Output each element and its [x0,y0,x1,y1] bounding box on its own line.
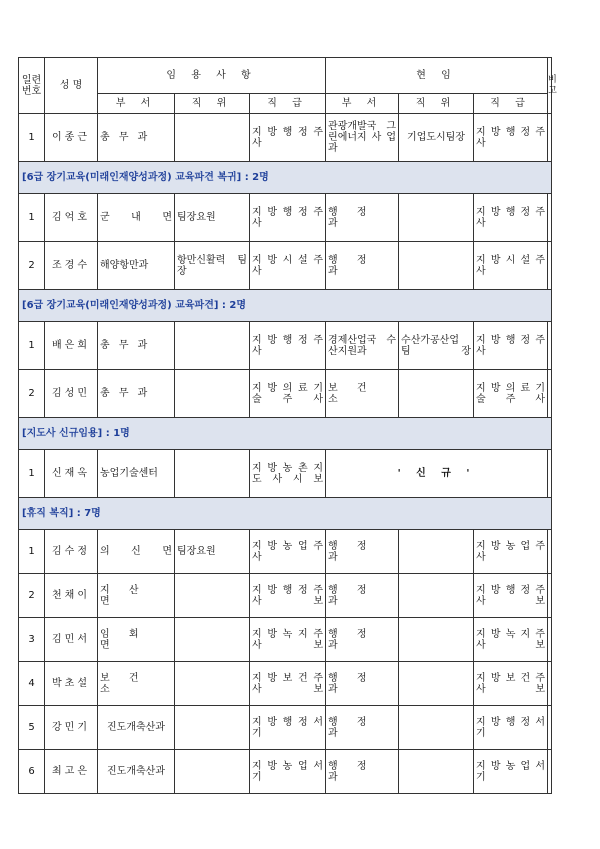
header-new-dept: 부 서 [98,94,175,114]
row-no: 3 [19,618,45,662]
row-cur-grade: 지 방 행 정 주 사 [474,194,548,242]
row-name: 최고은 [45,750,98,794]
row-cur-pos [399,662,474,706]
row-note [548,530,552,574]
appointment-table [18,57,557,794]
table-row [19,662,552,706]
row-dept: 임 회 면 [98,618,175,662]
row-pos [175,114,250,162]
row-no: 2 [19,574,45,618]
section-header [19,162,552,194]
row-no: 1 [19,530,45,574]
row-note [548,370,552,418]
row-pos: 항만신활력 팀 장 [175,242,250,290]
table-row [19,450,552,498]
row-grade: 지 방 시 설 주 사 [250,242,326,290]
row-cur-grade: 지 방 행 정 주 사 [474,322,548,370]
row-no: 1 [19,114,45,162]
table-row [19,370,552,418]
row-no: 4 [19,662,45,706]
table-row [19,750,552,794]
row-pos [175,450,250,498]
row-grade: 지 방 보 건 주 사 보 [250,662,326,706]
row-note [548,750,552,794]
table-row [19,194,552,242]
row-pos [175,662,250,706]
row-cur-dept: 경제산업국 수산지원과 [326,322,399,370]
header-current: 현 임 [326,58,548,94]
row-no: 1 [19,322,45,370]
header-name: 성 명 [45,58,98,114]
row-cur-pos [399,370,474,418]
header-new-pos: 직 위 [175,94,250,114]
header-no: 일련 번호 [19,58,45,114]
header-cur-dept: 부 서 [326,94,399,114]
row-note [548,662,552,706]
row-cur-pos [399,750,474,794]
table-row [19,618,552,662]
row-dept: 의 신 면 [98,530,175,574]
row-cur-dept: 행 정 과 [326,242,399,290]
row-grade: 지 방 농 촌 지 도 사 시 보 [250,450,326,498]
row-name: 김수정 [45,530,98,574]
row-cur-dept: 행 정 과 [326,194,399,242]
header-note: 비고 [548,58,552,114]
row-pos: 팀장요원 [175,194,250,242]
row-dept: 진도개축산과 [98,706,175,750]
row-cur-grade: 지 방 행 정 주 사 보 [474,574,548,618]
section-title: [지도사 신규임용] : 1명 [19,418,552,450]
row-no: 6 [19,750,45,794]
row-name: 신재옥 [45,450,98,498]
table-row [19,574,552,618]
row-cur-pos [399,194,474,242]
row-dept: 해양항만과 [98,242,175,290]
row-grade: 지 방 녹 지 주 사 보 [250,618,326,662]
row-no: 1 [19,450,45,498]
row-cur-dept: 행 정 과 [326,750,399,794]
row-grade: 지 방 행 정 주 사 [250,114,326,162]
section-header [19,290,552,322]
row-no: 1 [19,194,45,242]
row-cur-grade: 지 방 보 건 주 사 보 [474,662,548,706]
row-cur-grade: 지 방 행 정 서 기 [474,706,548,750]
row-name: 김민서 [45,618,98,662]
row-new-label: ' 신 규 ' [326,450,548,498]
row-dept: 진도개축산과 [98,750,175,794]
row-cur-dept: 행 정 과 [326,530,399,574]
row-grade: 지 방 농 업 서 기 [250,750,326,794]
row-name: 배은희 [45,322,98,370]
row-name: 이종근 [45,114,98,162]
row-dept: 총 무 과 [98,322,175,370]
row-grade: 지 방 행 정 서 기 [250,706,326,750]
row-name: 김성민 [45,370,98,418]
row-dept: 보 건 소 [98,662,175,706]
section-title: [6급 장기교육(미래인재양성과정) 교육파견 복귀] : 2명 [19,162,552,194]
header-new-grade: 직 급 [250,94,326,114]
table-row [19,114,552,162]
row-cur-dept: 보 건 소 [326,370,399,418]
row-cur-dept: 행 정 과 [326,618,399,662]
row-note [548,706,552,750]
row-name: 김억호 [45,194,98,242]
row-note [548,322,552,370]
row-cur-grade: 지 방 의 료 기 술 주 사 [474,370,548,418]
row-no: 2 [19,370,45,418]
row-no: 5 [19,706,45,750]
row-note [548,574,552,618]
row-note [548,114,552,162]
row-name: 조경수 [45,242,98,290]
row-dept: 농업기술센터 [98,450,175,498]
row-grade: 지 방 행 정 주 사 [250,194,326,242]
table-row [19,530,552,574]
row-dept: 지 산 면 [98,574,175,618]
row-note [548,450,552,498]
row-cur-pos [399,242,474,290]
header-new-appointment: 임 용 사 항 [98,58,326,94]
row-cur-pos: 기업도시팀장 [399,114,474,162]
row-pos [175,574,250,618]
row-cur-pos [399,618,474,662]
row-pos [175,618,250,662]
row-cur-grade: 지 방 시 설 주 사 [474,242,548,290]
row-note [548,242,552,290]
row-grade: 지 방 농 업 주 사 [250,530,326,574]
row-name: 천채이 [45,574,98,618]
row-cur-pos: 수산가공산업 팀 장 [399,322,474,370]
row-pos [175,370,250,418]
section-header [19,418,552,450]
row-grade: 지 방 행 정 주 사 보 [250,574,326,618]
row-cur-grade: 지 방 녹 지 주 사 보 [474,618,548,662]
row-note [548,194,552,242]
row-dept: 총 무 과 [98,370,175,418]
row-cur-dept: 행 정 과 [326,706,399,750]
row-name: 강민기 [45,706,98,750]
row-cur-grade: 지 방 농 업 주 사 [474,530,548,574]
row-pos: 팀장요원 [175,530,250,574]
row-cur-dept: 관광개발국 그린에너지 사 업 과 [326,114,399,162]
row-grade: 지 방 행 정 주 사 [250,322,326,370]
row-dept: 군 내 면 [98,194,175,242]
row-cur-dept: 행 정 과 [326,574,399,618]
row-note [548,618,552,662]
section-title: [휴직 복직] : 7명 [19,498,552,530]
row-pos [175,750,250,794]
section-header [19,498,552,530]
row-dept: 총 무 과 [98,114,175,162]
row-pos [175,706,250,750]
row-cur-grade: 지 방 농 업 서 기 [474,750,548,794]
row-cur-grade: 지 방 행 정 주 사 [474,114,548,162]
row-no: 2 [19,242,45,290]
row-cur-pos [399,530,474,574]
row-grade: 지 방 의 료 기 술 주 사 [250,370,326,418]
table-row [19,322,552,370]
table-row [19,242,552,290]
row-name: 박초설 [45,662,98,706]
row-cur-pos [399,574,474,618]
row-cur-dept: 행 정 과 [326,662,399,706]
header-cur-grade: 직 급 [474,94,548,114]
table-row [19,706,552,750]
header-cur-pos: 직 위 [399,94,474,114]
row-pos [175,322,250,370]
row-cur-pos [399,706,474,750]
section-title: [6급 장기교육(미래인재양성과정) 교육파견] : 2명 [19,290,552,322]
